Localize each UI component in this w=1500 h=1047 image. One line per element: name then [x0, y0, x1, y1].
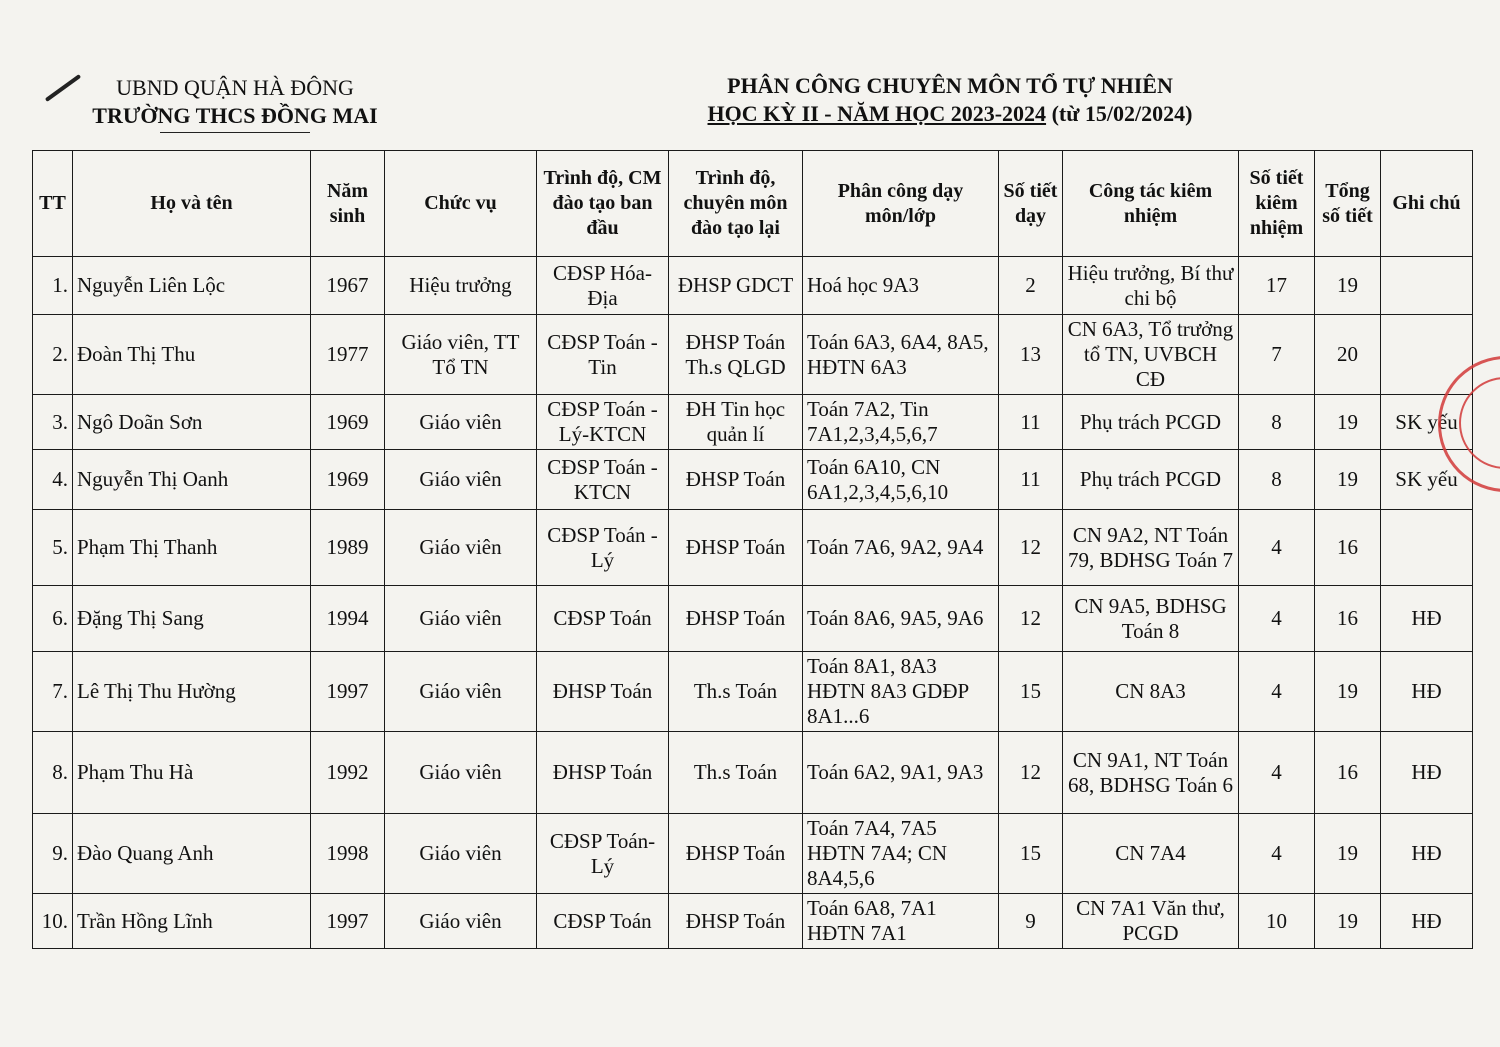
- effective-date: (từ 15/02/2024): [1051, 101, 1193, 126]
- header-name: Họ và tên: [73, 151, 311, 257]
- cell-birth: 1967: [311, 257, 385, 315]
- cell-birth: 1994: [311, 586, 385, 652]
- table-row: [33, 586, 1473, 652]
- cell-name: Đặng Thị Sang: [73, 586, 311, 652]
- cell-note: HĐ: [1381, 652, 1473, 732]
- cell-tt: 4.: [33, 450, 73, 510]
- header-periods: Số tiết dạy: [999, 151, 1063, 257]
- cell-edu-initial: CĐSP Toán - Tin: [537, 315, 669, 395]
- header-note: Ghi chú: [1381, 151, 1473, 257]
- assignment-table: [32, 150, 1473, 949]
- table-row: [33, 894, 1473, 949]
- cell-concurrent: Phụ trách PCGD: [1063, 450, 1239, 510]
- document-subtitle: [640, 100, 1260, 128]
- cell-periods: 12: [999, 510, 1063, 586]
- cell-edu-initial: CĐSP Toán - KTCN: [537, 450, 669, 510]
- cell-birth: 1998: [311, 814, 385, 894]
- cell-name: Lê Thị Thu Hường: [73, 652, 311, 732]
- cell-total: 19: [1315, 257, 1381, 315]
- cell-name: Nguyễn Liên Lộc: [73, 257, 311, 315]
- table-row: [33, 652, 1473, 732]
- cell-tt: 1.: [33, 257, 73, 315]
- cell-position: Giáo viên, TT Tổ TN: [385, 315, 537, 395]
- cell-tt: 8.: [33, 732, 73, 814]
- cell-birth: 1969: [311, 395, 385, 450]
- table-row: [33, 510, 1473, 586]
- table-row: [33, 814, 1473, 894]
- cell-position: Giáo viên: [385, 652, 537, 732]
- cell-concurrent-periods: 4: [1239, 732, 1315, 814]
- cell-name: Nguyễn Thị Oanh: [73, 450, 311, 510]
- cell-periods: 12: [999, 586, 1063, 652]
- cell-concurrent: Hiệu trưởng, Bí thư chi bộ: [1063, 257, 1239, 315]
- cell-note: [1381, 257, 1473, 315]
- cell-assignment: Toán 8A1, 8A3 HĐTN 8A3 GDĐP 8A1...6: [803, 652, 999, 732]
- cell-assignment: Toán 6A3, 6A4, 8A5, HĐTN 6A3: [803, 315, 999, 395]
- cell-assignment: Toán 8A6, 9A5, 9A6: [803, 586, 999, 652]
- cell-position: Giáo viên: [385, 510, 537, 586]
- cell-tt: 10.: [33, 894, 73, 949]
- table-row: [33, 315, 1473, 395]
- cell-name: Trần Hồng Lĩnh: [73, 894, 311, 949]
- cell-edu-retrain: ĐHSP Toán Th.s QLGD: [669, 315, 803, 395]
- cell-periods: 13: [999, 315, 1063, 395]
- header-total: Tổng số tiết: [1315, 151, 1381, 257]
- cell-birth: 1997: [311, 652, 385, 732]
- cell-edu-retrain: ĐHSP Toán: [669, 510, 803, 586]
- cell-concurrent-periods: 17: [1239, 257, 1315, 315]
- table-row: [33, 450, 1473, 510]
- cell-name: Phạm Thị Thanh: [73, 510, 311, 586]
- cell-edu-retrain: Th.s Toán: [669, 652, 803, 732]
- cell-assignment: Toán 6A2, 9A1, 9A3: [803, 732, 999, 814]
- cell-total: 19: [1315, 652, 1381, 732]
- cell-tt: 3.: [33, 395, 73, 450]
- cell-edu-initial: CĐSP Toán-Lý: [537, 814, 669, 894]
- cell-concurrent: CN 8A3: [1063, 652, 1239, 732]
- table-row: [33, 395, 1473, 450]
- cell-total: 16: [1315, 586, 1381, 652]
- table-row: [33, 732, 1473, 814]
- cell-name: Đào Quang Anh: [73, 814, 311, 894]
- cell-concurrent-periods: 4: [1239, 510, 1315, 586]
- cell-assignment: Toán 6A10, CN 6A1,2,3,4,5,6,10: [803, 450, 999, 510]
- header-right: [640, 72, 1260, 128]
- cell-concurrent: CN 9A5, BDHSG Toán 8: [1063, 586, 1239, 652]
- cell-tt: 6.: [33, 586, 73, 652]
- cell-birth: 1969: [311, 450, 385, 510]
- cell-concurrent-periods: 8: [1239, 395, 1315, 450]
- cell-total: 16: [1315, 732, 1381, 814]
- cell-concurrent-periods: 4: [1239, 652, 1315, 732]
- cell-periods: 15: [999, 652, 1063, 732]
- cell-edu-initial: ĐHSP Toán: [537, 732, 669, 814]
- header-left: [70, 74, 400, 133]
- cell-total: 20: [1315, 315, 1381, 395]
- cell-concurrent: CN 6A3, Tổ trưởng tổ TN, UVBCH CĐ: [1063, 315, 1239, 395]
- cell-edu-retrain: Th.s Toán: [669, 732, 803, 814]
- cell-tt: 9.: [33, 814, 73, 894]
- cell-assignment: Toán 7A4, 7A5 HĐTN 7A4; CN 8A4,5,6: [803, 814, 999, 894]
- cell-edu-initial: CĐSP Toán -Lý-KTCN: [537, 395, 669, 450]
- cell-concurrent-periods: 4: [1239, 814, 1315, 894]
- cell-concurrent-periods: 4: [1239, 586, 1315, 652]
- cell-tt: 5.: [33, 510, 73, 586]
- cell-name: Đoàn Thị Thu: [73, 315, 311, 395]
- cell-note: [1381, 510, 1473, 586]
- cell-edu-initial: CĐSP Toán: [537, 586, 669, 652]
- cell-birth: 1989: [311, 510, 385, 586]
- cell-edu-initial: ĐHSP Toán: [537, 652, 669, 732]
- cell-periods: 2: [999, 257, 1063, 315]
- header-position: Chức vụ: [385, 151, 537, 257]
- cell-note: SK yếu: [1381, 395, 1473, 450]
- cell-position: Giáo viên: [385, 894, 537, 949]
- cell-position: Giáo viên: [385, 732, 537, 814]
- cell-edu-retrain: ĐHSP Toán: [669, 586, 803, 652]
- header-underline: [160, 132, 310, 133]
- cell-edu-initial: CĐSP Hóa-Địa: [537, 257, 669, 315]
- cell-periods: 11: [999, 450, 1063, 510]
- cell-position: Giáo viên: [385, 586, 537, 652]
- cell-total: 19: [1315, 814, 1381, 894]
- cell-concurrent: CN 7A4: [1063, 814, 1239, 894]
- header-concurrent: Công tác kiêm nhiệm: [1063, 151, 1239, 257]
- cell-birth: 1997: [311, 894, 385, 949]
- cell-name: Ngô Doãn Sơn: [73, 395, 311, 450]
- header-concurrent-periods: Số tiết kiêm nhiệm: [1239, 151, 1315, 257]
- cell-edu-retrain: ĐHSP Toán: [669, 894, 803, 949]
- cell-birth: 1992: [311, 732, 385, 814]
- cell-concurrent: Phụ trách PCGD: [1063, 395, 1239, 450]
- table-row: [33, 257, 1473, 315]
- cell-concurrent: CN 9A2, NT Toán 79, BDHSG Toán 7: [1063, 510, 1239, 586]
- header-birth: Năm sinh: [311, 151, 385, 257]
- cell-edu-retrain: ĐHSP GDCT: [669, 257, 803, 315]
- cell-note: HĐ: [1381, 732, 1473, 814]
- cell-periods: 11: [999, 395, 1063, 450]
- header-tt: TT: [33, 151, 73, 257]
- cell-assignment: Toán 7A2, Tin 7A1,2,3,4,5,6,7: [803, 395, 999, 450]
- cell-position: Giáo viên: [385, 395, 537, 450]
- cell-edu-retrain: ĐHSP Toán: [669, 814, 803, 894]
- cell-tt: 7.: [33, 652, 73, 732]
- cell-periods: 12: [999, 732, 1063, 814]
- cell-edu-retrain: ĐHSP Toán: [669, 450, 803, 510]
- cell-name: Phạm Thu Hà: [73, 732, 311, 814]
- table-header-row: [33, 151, 1473, 257]
- cell-position: Hiệu trưởng: [385, 257, 537, 315]
- cell-edu-initial: CĐSP Toán: [537, 894, 669, 949]
- cell-assignment: Hoá học 9A3: [803, 257, 999, 315]
- cell-periods: 9: [999, 894, 1063, 949]
- cell-note: HĐ: [1381, 814, 1473, 894]
- cell-note: HĐ: [1381, 586, 1473, 652]
- cell-concurrent: CN 9A1, NT Toán 68, BDHSG Toán 6: [1063, 732, 1239, 814]
- cell-position: Giáo viên: [385, 814, 537, 894]
- cell-tt: 2.: [33, 315, 73, 395]
- semester-label: HỌC KỲ II - NĂM HỌC 2023-2024: [707, 101, 1047, 126]
- cell-assignment: Toán 7A6, 9A2, 9A4: [803, 510, 999, 586]
- cell-birth: 1977: [311, 315, 385, 395]
- cell-concurrent-periods: 10: [1239, 894, 1315, 949]
- cell-concurrent: CN 7A1 Văn thư, PCGD: [1063, 894, 1239, 949]
- cell-total: 19: [1315, 395, 1381, 450]
- cell-concurrent-periods: 7: [1239, 315, 1315, 395]
- cell-position: Giáo viên: [385, 450, 537, 510]
- cell-total: 16: [1315, 510, 1381, 586]
- cell-note: SK yếu: [1381, 450, 1473, 510]
- cell-note: HĐ: [1381, 894, 1473, 949]
- header-edu-retrain: Trình độ, chuyên môn đào tạo lại: [669, 151, 803, 257]
- cell-assignment: Toán 6A8, 7A1 HĐTN 7A1: [803, 894, 999, 949]
- header-assignment: Phân công dạy môn/lớp: [803, 151, 999, 257]
- document-title: PHÂN CÔNG CHUYÊN MÔN TỔ TỰ NHIÊN: [727, 73, 1173, 98]
- school-name: TRƯỜNG THCS ĐỒNG MAI: [92, 103, 378, 128]
- cell-periods: 15: [999, 814, 1063, 894]
- cell-edu-retrain: ĐH Tin học quản lí: [669, 395, 803, 450]
- cell-total: 19: [1315, 894, 1381, 949]
- header-edu-initial: Trình độ, CM đào tạo ban đầu: [537, 151, 669, 257]
- cell-concurrent-periods: 8: [1239, 450, 1315, 510]
- district-name: UBND QUẬN HÀ ĐÔNG: [116, 75, 354, 100]
- cell-edu-initial: CĐSP Toán - Lý: [537, 510, 669, 586]
- cell-total: 19: [1315, 450, 1381, 510]
